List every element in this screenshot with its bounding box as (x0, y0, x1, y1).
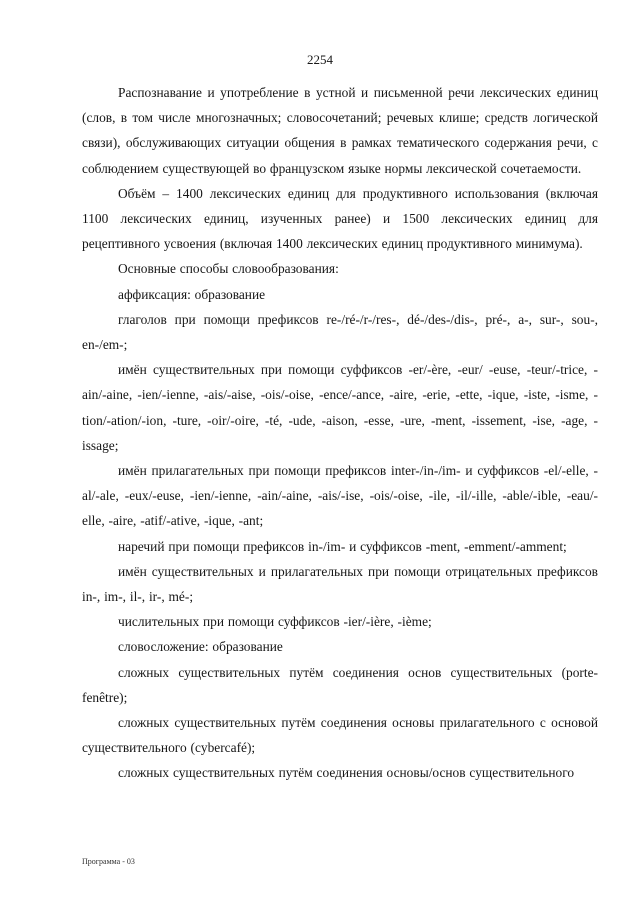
paragraph-compound-nouns-3: сложных существительных путём соединения основы/основ существительного (118, 765, 575, 781)
paragraph-lexical-recognition: Распознавание и употребление в устной и письменной речи лексических единиц (слов, в том числе многозначных; словосочетаний; речевых клише; средств логической связи), обслуживающих ситуации общения в рамках тематического содержания речи, с соблюдением существующей во французском языке нормы лексической сочетаемости. (82, 85, 598, 176)
paragraph-compound-nouns-2: сложных существительных путём соединения основы прилагательного с основой существительного (cybercafé); (82, 715, 598, 756)
paragraph-compound-nouns-1: сложных существительных путём соединения основ существительных (porte-fenêtre); (82, 664, 598, 705)
paragraph-compounding: словосложение: образование (118, 639, 283, 655)
page-number: 2254 (307, 52, 333, 67)
paragraph-verbs-prefixes: глаголов при помощи префиксов re-/ré-/r-/res-, dé-/des-/dis-, pré-, a-, sur-, sou-, en-/em-; (82, 311, 598, 353)
paragraph-numerals: числительных при помощи суффиксов -ier/-ière, -ième; (118, 614, 432, 630)
paragraph-affixation: аффиксация: образование (118, 286, 266, 302)
paragraph-nouns-suffixes: имён существительных при помощи суффиксов -er/-ère, -eur/ -euse, -teur/-trice, -ain/-aine, -ien/-ienne, -ais/-aise, -ois/-oise, -ence/-ance, -aire, -erie, -ette, -ique, -iste, -isme, -tion/-ation/-ion, -ture, -oir/-oire, -té, -ude, -aison, -esse, -ure, -ment, -issement, -ise, -age, -issage; (82, 362, 598, 453)
paragraph-negative-prefixes: имён существительных и прилагательных при помощи отрицательных префиксов in-, im-, il-, ir-, mé-; (82, 563, 598, 605)
paragraph-word-formation-heading: Основные способы словообразования: (118, 261, 339, 277)
body-text (82, 80, 598, 786)
paragraph-adjectives-affixes: имён прилагательных при помощи префиксов inter-/in-/im- и суффиксов -el/-elle, -al/-ale, -eux/-euse, -ien/-ienne, -ain/-aine, -ais/-ise, -ois/-oise, -ile, -il/-ille, -able/-ible, -eau/-elle, -aire, -atif/-ative, -ique, -ant; (82, 463, 598, 529)
page-footer: Программа - 03 (82, 857, 135, 866)
paragraph-volume: Объём – 1400 лексических единиц для продуктивного использования (включая 1100 лексических единиц, изученных ранее) и 1500 лексических единиц для рецептивного усвоения (включая 1400 лексических единиц продуктивного минимума). (82, 185, 598, 252)
paragraph-adverbs: наречий при помощи префиксов in-/im- и суффиксов -ment, -emment/-amment; (118, 538, 567, 554)
